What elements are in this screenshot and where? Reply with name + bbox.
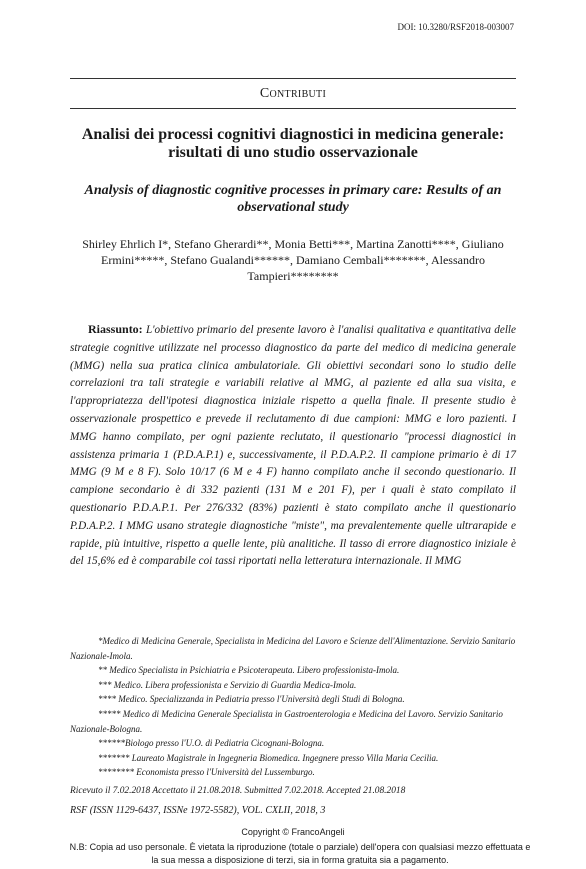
footnote: ***** Medico di Medicina Generale Specialista in Gastroenterologia e Medicina del Lavoro. Servizio Sanitario Nazionale-Bologna. bbox=[70, 708, 503, 734]
section-top-rule bbox=[70, 78, 516, 79]
article-subtitle: Analysis of diagnostic cognitive processes in primary care: Results of an observational study bbox=[84, 183, 502, 215]
author-list: Shirley Ehrlich I*, Stefano Gherardi**, Monia Betti***, Martina Zanotti****, Giuliano Ermini*****, Stefano Gualandi******, Damiano Cembali*******, Alessandro Tampieri******** bbox=[82, 237, 504, 283]
section-bottom-rule bbox=[70, 108, 516, 109]
footnote: ******** Economista presso l'Università del Lussemburgo. bbox=[98, 767, 315, 778]
usage-notice: N.B: Copia ad uso personale. È vietata la riproduzione (totale o parziale) dell'opera con qualsiasi mezzo effettuata e la sua messa a disposizione di terzi, sia in forma gratuita sia a pagamento. bbox=[69, 842, 531, 865]
abstract-label: Riassunto: bbox=[88, 322, 143, 336]
abstract bbox=[70, 321, 516, 571]
doi-label: DOI: 10.3280/RSF2018-003007 bbox=[397, 22, 514, 32]
footnote: **** Medico. Specializzanda in Pediatria presso l'Università degli Studi di Bologna. bbox=[98, 694, 405, 705]
footnote: *** Medico. Libera professionista e Servizio di Guardia Medica-Imola. bbox=[98, 679, 357, 690]
received-dates: Ricevuto il 7.02.2018 Accettato il 21.08.2018. Submitted 7.02.2018. Accepted 21.08.2018 bbox=[70, 786, 406, 796]
footnotes bbox=[70, 634, 516, 780]
section-heading: Contributi bbox=[259, 86, 327, 101]
footnote: ******Biologo presso l'U.O. di Pediatria Cicognani-Bologna. bbox=[98, 738, 325, 749]
article-title: Analisi dei processi cognitivi diagnostici in medicina generale: risultati di uno studio osservazionale bbox=[81, 126, 505, 161]
footnote: ******* Laureato Magistrale in Ingegneria Biomedica. Ingegnere presso Villa Maria Cecilia. bbox=[98, 752, 439, 763]
journal-citation: RSF (ISSN 1129-6437, ISSNe 1972-5582), VOL. CXLII, 2018, 3 bbox=[70, 805, 326, 816]
footnote: *Medico di Medicina Generale, Specialista in Medicina del Lavoro e Scienze dell'Alimentazione. Servizio Sanitario Nazionale-Imola. bbox=[70, 636, 516, 661]
abstract-text: L'obiettivo primario del presente lavoro è l'analisi qualitativa e quantitativa delle strategie cognitive utilizzate nel processo diagnostico da parte del medico di medicina generale (MMG) nella sua pratica clinica ambulatoriale. Gli obiettivi secondari sono lo studio delle correlazioni tra tali strategie e variabili relative al MMG, al paziente ed alla sua visita, e l'appropriatezza dell'ipotesi diagnostica iniziale rispetto a quella finale. Il presente studio è osservazionale prospettico e prevede il reclutamento di due campioni: MMG e loro pazienti. I MMG hanno compilato, per ogni paziente reclutato, il questionario "processi diagnostici in assistenza primaria 1 (P.D.A.P.1) e, successivamente, il P.D.A.P.2. Il campione primario è di 17 MMG (9 M e 8 F). Solo 10/17 (6 M e 4 F) hanno compilato anche il secondo questionario. Il campione secondario è di 332 pazienti (131 M e 201 F), per i quali è stato compilato il questionario P.D.A.P.1. Per 276/332 (83%) pazienti è stato compilato anche il questionario P.D.A.P.2. I MMG usano strategie diagnostiche "miste", ma prevalentemente quelle ultrarapide e rapide, più intuitive, rispetto a quelle lente, più analitiche. Il tasso di errore diagnostico iniziale è del 15,6% ed è comparabile coi tassi riportati nella letteratura internazionale. Il MMG bbox=[70, 324, 517, 568]
copyright-line: Copyright © FrancoAngeli bbox=[241, 827, 345, 837]
footnote: ** Medico Specialista in Psichiatria e Psicoterapeuta. Libero professionista-Imola. bbox=[98, 665, 400, 676]
